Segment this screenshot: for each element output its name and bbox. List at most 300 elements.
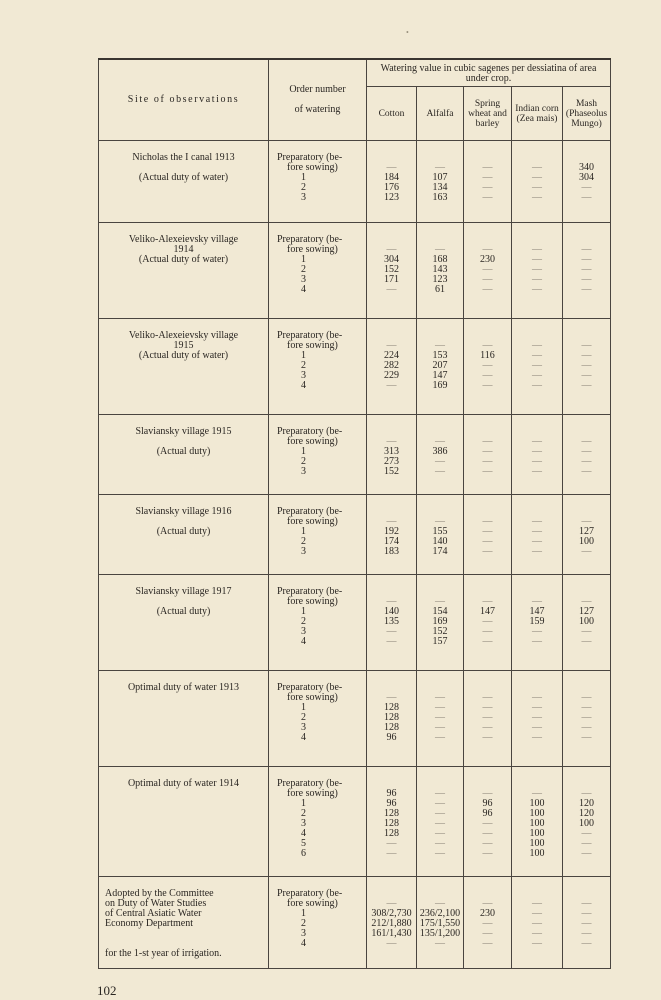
site-cell bbox=[99, 223, 269, 319]
order-line: fore sowing) bbox=[287, 516, 338, 527]
value: — bbox=[581, 244, 592, 255]
value: — bbox=[532, 370, 542, 381]
value-cell-indian-corn bbox=[512, 223, 563, 319]
value: — bbox=[581, 370, 592, 381]
value: 176 bbox=[384, 182, 399, 193]
value: — bbox=[386, 436, 397, 447]
value: — bbox=[532, 928, 542, 939]
value: — bbox=[581, 722, 592, 733]
value: — bbox=[581, 192, 592, 203]
order-line: fore sowing) bbox=[287, 436, 338, 447]
value: — bbox=[532, 274, 542, 285]
value: — bbox=[532, 340, 542, 351]
value: — bbox=[581, 918, 592, 929]
value: 229 bbox=[384, 370, 399, 381]
value: 107 bbox=[432, 172, 448, 183]
value: — bbox=[532, 722, 542, 733]
value: 304 bbox=[384, 254, 399, 265]
value: — bbox=[532, 244, 542, 255]
value: — bbox=[482, 636, 493, 647]
site-line: (Actual duty of water) bbox=[138, 350, 229, 361]
order-line: Preparatory (be- bbox=[277, 682, 343, 693]
value: — bbox=[532, 254, 542, 265]
value: — bbox=[482, 192, 493, 203]
site-cell bbox=[99, 575, 269, 671]
order-cell bbox=[269, 319, 367, 415]
order-line: Preparatory (be- bbox=[277, 426, 343, 437]
value: 192 bbox=[384, 526, 399, 537]
value: 135 bbox=[384, 616, 399, 627]
order-line: 4 bbox=[301, 938, 306, 949]
value: — bbox=[532, 918, 542, 929]
table-row bbox=[99, 319, 611, 415]
site-line bbox=[105, 929, 262, 939]
value: 169 bbox=[432, 616, 448, 627]
value: 100 bbox=[529, 798, 545, 809]
value-cell-cotton bbox=[367, 877, 417, 969]
order-line: Preparatory (be- bbox=[277, 330, 343, 341]
value: 140 bbox=[384, 606, 399, 617]
value: — bbox=[386, 516, 397, 527]
order-line: 6 bbox=[301, 848, 306, 859]
value: 153 bbox=[432, 350, 448, 361]
value: — bbox=[581, 284, 592, 295]
value: 273 bbox=[384, 456, 399, 467]
header-site: Site of observations bbox=[99, 59, 269, 141]
value: — bbox=[581, 712, 592, 723]
value-cell-spring-wheat bbox=[464, 415, 512, 495]
value: — bbox=[581, 838, 592, 849]
value: — bbox=[581, 274, 592, 285]
header-order-line: Order number bbox=[289, 84, 346, 95]
value: — bbox=[386, 340, 397, 351]
value: — bbox=[532, 546, 542, 557]
value: 143 bbox=[432, 264, 448, 275]
value: 123 bbox=[384, 192, 399, 203]
site-line: Optimal duty of water 1913 bbox=[127, 682, 240, 693]
order-line: Preparatory (be- bbox=[277, 888, 343, 899]
value-cell-mash bbox=[563, 223, 611, 319]
order-cell bbox=[269, 877, 367, 969]
value: — bbox=[532, 162, 542, 173]
value: — bbox=[482, 182, 493, 193]
value: — bbox=[482, 516, 493, 527]
value: 308/2,730 bbox=[371, 908, 412, 919]
value: 304 bbox=[579, 172, 594, 183]
value: — bbox=[581, 908, 592, 919]
value: 135/1,200 bbox=[419, 928, 461, 939]
value: — bbox=[435, 466, 445, 477]
value: 159 bbox=[529, 616, 545, 627]
value: — bbox=[482, 370, 493, 381]
value-cell-spring-wheat bbox=[464, 575, 512, 671]
header-order-line: of watering bbox=[294, 104, 341, 115]
value: 100 bbox=[529, 848, 545, 859]
value: 128 bbox=[384, 712, 399, 723]
order-line: 1 bbox=[301, 254, 306, 265]
value: 184 bbox=[384, 172, 399, 183]
value-cell-spring-wheat bbox=[464, 671, 512, 767]
value: — bbox=[532, 192, 542, 203]
value: — bbox=[482, 380, 493, 391]
site-line: Slaviansky village 1916 bbox=[135, 506, 232, 517]
order-line: 1 bbox=[301, 702, 306, 713]
value: 168 bbox=[432, 254, 448, 265]
value: — bbox=[435, 848, 445, 859]
value-cell-alfalfa bbox=[417, 877, 464, 969]
value: — bbox=[581, 264, 592, 275]
value-cell-alfalfa bbox=[417, 767, 464, 877]
site-line: 1915 bbox=[173, 340, 194, 351]
value: — bbox=[581, 182, 592, 193]
order-line: 1 bbox=[301, 908, 306, 919]
order-cell bbox=[269, 415, 367, 495]
value-cell-alfalfa bbox=[417, 671, 464, 767]
page-number: 102 bbox=[97, 983, 117, 998]
value: 161/1,430 bbox=[371, 928, 412, 939]
value: 207 bbox=[432, 360, 448, 371]
site-line: 1914 bbox=[173, 244, 194, 255]
value: 128 bbox=[384, 722, 399, 733]
value: — bbox=[386, 244, 397, 255]
value: — bbox=[482, 274, 493, 285]
site-line: Optimal duty of water 1914 bbox=[127, 778, 240, 789]
value: 120 bbox=[579, 798, 594, 809]
value: — bbox=[435, 516, 445, 527]
site-line: Nicholas the I canal 1913 bbox=[132, 152, 235, 163]
value: — bbox=[532, 456, 542, 467]
value: 313 bbox=[384, 446, 399, 457]
order-line: 3 bbox=[301, 722, 306, 733]
order-line: 3 bbox=[301, 818, 306, 829]
order-line: fore sowing) bbox=[287, 340, 338, 351]
value: — bbox=[482, 828, 493, 839]
site-line: Adopted by the Committee bbox=[105, 888, 214, 899]
value: — bbox=[482, 848, 493, 859]
order-line: 5 bbox=[301, 838, 306, 849]
value: 134 bbox=[432, 182, 448, 193]
order-line: 3 bbox=[301, 928, 306, 939]
value-cell-indian-corn bbox=[512, 495, 563, 575]
table-row bbox=[99, 877, 611, 969]
value: — bbox=[532, 788, 542, 799]
site-cell bbox=[99, 319, 269, 415]
value-cell-indian-corn bbox=[512, 671, 563, 767]
value: — bbox=[482, 284, 493, 295]
value: 152 bbox=[384, 264, 399, 275]
header-mash: Mash (Phaseolus Mungo) bbox=[563, 87, 611, 141]
value: 230 bbox=[480, 254, 495, 265]
value: — bbox=[482, 526, 493, 537]
order-line: 2 bbox=[301, 264, 306, 275]
value: 224 bbox=[384, 350, 399, 361]
value-cell-cotton bbox=[367, 575, 417, 671]
value: — bbox=[532, 446, 542, 457]
value: — bbox=[532, 636, 542, 647]
order-line: 1 bbox=[301, 350, 306, 361]
value: 96 bbox=[482, 808, 493, 819]
value: — bbox=[581, 732, 592, 743]
value: — bbox=[532, 626, 542, 637]
site-line: (Actual duty) bbox=[156, 606, 211, 617]
site-cell bbox=[99, 141, 269, 223]
value-cell-indian-corn bbox=[512, 415, 563, 495]
value: — bbox=[532, 938, 542, 949]
order-line: 4 bbox=[301, 284, 306, 295]
table-row bbox=[99, 671, 611, 767]
value: 100 bbox=[529, 808, 545, 819]
order-line: 2 bbox=[301, 536, 306, 547]
value: — bbox=[581, 380, 592, 391]
value: — bbox=[386, 692, 397, 703]
site-line: Economy Department bbox=[105, 918, 194, 929]
order-line: fore sowing) bbox=[287, 162, 338, 173]
value: 96 bbox=[386, 788, 397, 799]
value: 157 bbox=[432, 636, 448, 647]
value: 340 bbox=[579, 162, 594, 173]
value-cell-indian-corn bbox=[512, 141, 563, 223]
value: — bbox=[532, 536, 542, 547]
value: — bbox=[532, 360, 542, 371]
value-cell-spring-wheat bbox=[464, 767, 512, 877]
value: — bbox=[386, 898, 397, 909]
site-line: Veliko-Alexeievsky village bbox=[128, 234, 239, 245]
order-line: 3 bbox=[301, 370, 306, 381]
order-line: 3 bbox=[301, 626, 306, 637]
value: — bbox=[482, 546, 493, 557]
table-row bbox=[99, 495, 611, 575]
order-line: 2 bbox=[301, 360, 306, 371]
value-cell-cotton bbox=[367, 495, 417, 575]
value-cell-cotton bbox=[367, 141, 417, 223]
value: — bbox=[482, 712, 493, 723]
value: 128 bbox=[384, 818, 399, 829]
header-indian-corn: Indian corn (Zea mais) bbox=[512, 87, 563, 141]
value: — bbox=[435, 436, 445, 447]
value: — bbox=[435, 702, 445, 713]
value-cell-mash bbox=[563, 495, 611, 575]
value: — bbox=[435, 692, 445, 703]
value: 128 bbox=[384, 828, 399, 839]
value: — bbox=[581, 898, 592, 909]
value-cell-mash bbox=[563, 319, 611, 415]
value-cell-mash bbox=[563, 671, 611, 767]
value-cell-spring-wheat bbox=[464, 877, 512, 969]
value: 282 bbox=[384, 360, 399, 371]
order-cell bbox=[269, 671, 367, 767]
value: — bbox=[482, 360, 493, 371]
site-line: Slaviansky village 1915 bbox=[135, 426, 232, 437]
order-line: Preparatory (be- bbox=[277, 152, 343, 163]
order-line: 1 bbox=[301, 606, 306, 617]
value: — bbox=[386, 162, 397, 173]
value-cell-cotton bbox=[367, 415, 417, 495]
site-line: for the 1-st year of irrigation. bbox=[105, 948, 222, 959]
value-cell-cotton bbox=[367, 767, 417, 877]
value: 174 bbox=[432, 546, 448, 557]
value: — bbox=[482, 692, 493, 703]
value: — bbox=[435, 456, 445, 467]
value: — bbox=[435, 838, 445, 849]
value: 100 bbox=[579, 616, 594, 627]
order-line: 1 bbox=[301, 172, 306, 183]
order-line: 4 bbox=[301, 732, 306, 743]
value-cell-cotton bbox=[367, 671, 417, 767]
order-cell bbox=[269, 223, 367, 319]
site-line: (Actual duty of water) bbox=[138, 172, 229, 183]
value: 96 bbox=[386, 798, 397, 809]
value: 154 bbox=[432, 606, 448, 617]
value: 230 bbox=[480, 908, 495, 919]
order-line: Preparatory (be- bbox=[277, 778, 343, 789]
value: 152 bbox=[384, 466, 399, 477]
value-cell-mash bbox=[563, 877, 611, 969]
value: — bbox=[386, 626, 397, 637]
value: — bbox=[581, 446, 592, 457]
value: — bbox=[435, 788, 445, 799]
value: 147 bbox=[432, 370, 448, 381]
value: — bbox=[581, 848, 592, 859]
site-line: Slaviansky village 1917 bbox=[135, 586, 232, 597]
value: — bbox=[532, 284, 542, 295]
table-row bbox=[99, 575, 611, 671]
value: 100 bbox=[579, 536, 594, 547]
value: — bbox=[482, 722, 493, 733]
header-cotton: Cotton bbox=[367, 87, 417, 141]
value-cell-alfalfa bbox=[417, 319, 464, 415]
value-cell-indian-corn bbox=[512, 575, 563, 671]
site-line: Veliko-Alexeievsky village bbox=[128, 330, 239, 341]
value: — bbox=[482, 264, 493, 275]
header-spring-wheat: Spring wheat and barley bbox=[464, 87, 512, 141]
value: — bbox=[581, 626, 592, 637]
order-line: Preparatory (be- bbox=[277, 506, 343, 517]
value: — bbox=[435, 808, 445, 819]
value-cell-cotton bbox=[367, 319, 417, 415]
value: — bbox=[532, 908, 542, 919]
value: — bbox=[482, 436, 493, 447]
value: — bbox=[581, 636, 592, 647]
order-line: 1 bbox=[301, 526, 306, 537]
value: 155 bbox=[432, 526, 448, 537]
site-cell bbox=[99, 495, 269, 575]
value: 174 bbox=[384, 536, 399, 547]
site-line: (Actual duty) bbox=[156, 526, 211, 537]
table-body bbox=[99, 141, 611, 969]
order-line: fore sowing) bbox=[287, 244, 338, 255]
value: — bbox=[435, 828, 445, 839]
value: — bbox=[386, 938, 397, 949]
value: 147 bbox=[480, 606, 495, 617]
site-cell bbox=[99, 767, 269, 877]
value: 128 bbox=[384, 808, 399, 819]
value: 140 bbox=[432, 536, 448, 547]
order-line: 2 bbox=[301, 808, 306, 819]
site-cell bbox=[99, 671, 269, 767]
header-watering-value: Watering value in cubic sagenes per dessiatina of area under crop. bbox=[367, 59, 611, 87]
value: — bbox=[435, 898, 445, 909]
value: 212/1,880 bbox=[371, 918, 412, 929]
site-line: (Actual duty) bbox=[156, 446, 211, 457]
order-line: 2 bbox=[301, 456, 306, 467]
value: — bbox=[532, 466, 542, 477]
value: — bbox=[581, 546, 592, 557]
value: 96 bbox=[482, 798, 493, 809]
table-row bbox=[99, 767, 611, 877]
value: — bbox=[532, 526, 542, 537]
value: 100 bbox=[529, 838, 545, 849]
value: — bbox=[482, 162, 493, 173]
value-cell-mash bbox=[563, 767, 611, 877]
value: 147 bbox=[529, 606, 545, 617]
value: — bbox=[581, 436, 592, 447]
value: 123 bbox=[432, 274, 448, 285]
order-line: 3 bbox=[301, 546, 306, 557]
value-cell-spring-wheat bbox=[464, 223, 512, 319]
order-line: 1 bbox=[301, 446, 306, 457]
value: — bbox=[532, 732, 542, 743]
value: — bbox=[532, 596, 542, 607]
value: — bbox=[386, 596, 397, 607]
value: — bbox=[482, 818, 493, 829]
value-cell-indian-corn bbox=[512, 877, 563, 969]
value-cell-mash bbox=[563, 575, 611, 671]
value: — bbox=[482, 702, 493, 713]
value: — bbox=[482, 456, 493, 467]
value: — bbox=[482, 616, 493, 627]
value: — bbox=[482, 596, 493, 607]
value: — bbox=[581, 938, 592, 949]
value: — bbox=[482, 626, 493, 637]
value: 127 bbox=[579, 526, 594, 537]
value: — bbox=[435, 938, 445, 949]
order-line: 4 bbox=[301, 828, 306, 839]
value: — bbox=[435, 732, 445, 743]
value: — bbox=[482, 938, 493, 949]
order-line: 2 bbox=[301, 918, 306, 929]
value: — bbox=[435, 798, 445, 809]
order-line: 2 bbox=[301, 182, 306, 193]
value: — bbox=[581, 456, 592, 467]
value: — bbox=[482, 466, 493, 477]
value-cell-spring-wheat bbox=[464, 319, 512, 415]
value: — bbox=[482, 838, 493, 849]
value: — bbox=[435, 340, 445, 351]
order-cell bbox=[269, 141, 367, 223]
value: — bbox=[482, 446, 493, 457]
order-cell bbox=[269, 767, 367, 877]
value: — bbox=[581, 596, 592, 607]
value: — bbox=[532, 692, 542, 703]
value: — bbox=[581, 254, 592, 265]
value: — bbox=[482, 788, 493, 799]
value: — bbox=[581, 350, 592, 361]
value: — bbox=[435, 712, 445, 723]
value: — bbox=[532, 380, 542, 391]
order-line: fore sowing) bbox=[287, 596, 338, 607]
value: — bbox=[581, 466, 592, 477]
value: — bbox=[435, 722, 445, 733]
order-line: fore sowing) bbox=[287, 898, 338, 909]
value: 116 bbox=[480, 350, 495, 361]
value: — bbox=[581, 702, 592, 713]
order-line: 4 bbox=[301, 380, 306, 391]
table-row bbox=[99, 223, 611, 319]
value-cell-cotton bbox=[367, 223, 417, 319]
value: — bbox=[482, 340, 493, 351]
value: — bbox=[532, 264, 542, 275]
value: — bbox=[532, 172, 542, 183]
